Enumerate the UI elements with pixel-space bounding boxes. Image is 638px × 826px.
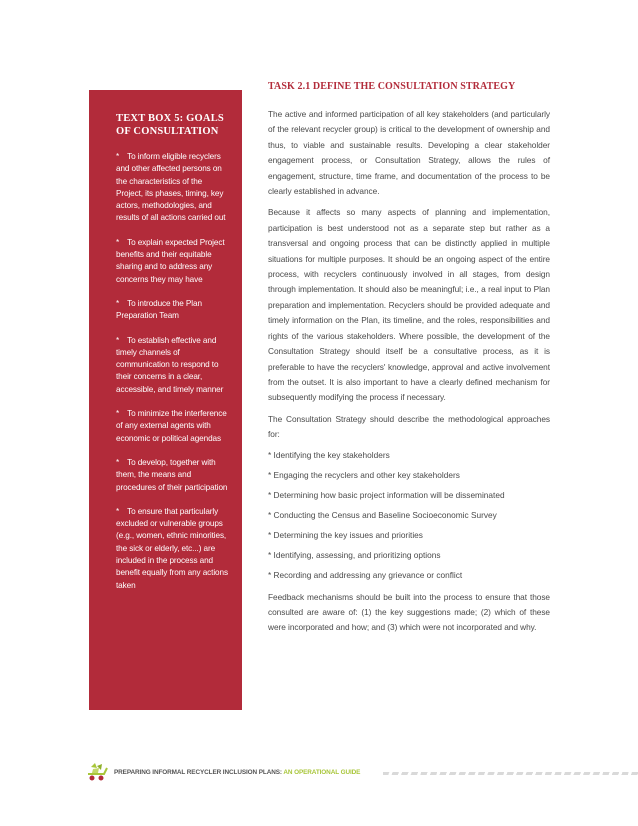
list-item: * Engaging the recyclers and other key stakeholders <box>268 469 460 480</box>
list-item: * Identifying the key stakeholders <box>268 449 390 460</box>
text-box-title-line2: OF CONSULTATION <box>116 126 219 137</box>
list-item: * Determining the key issues and priorities <box>268 529 423 540</box>
goal-item: * To introduce the Plan Preparation Team <box>116 298 202 321</box>
bullet-star-icon: * <box>116 237 120 247</box>
goal-item: * To establish effective and timely channels of communication to respond to their concerns in a clear, accessible, and timely manner <box>116 335 224 394</box>
bullet-star-icon: * <box>116 335 120 345</box>
paragraph: The Consultation Strategy should describe the methodological approaches for: <box>268 413 550 440</box>
bullet-star-icon: * <box>116 409 120 419</box>
list-item: * Identifying, assessing, and prioritizing options <box>268 549 441 560</box>
text-box-title-line1: TEXT BOX 5: GOALS <box>116 113 224 124</box>
text-box-title <box>116 112 229 138</box>
paragraph: Because it affects so many aspects of planning and implementation, participation is best understood not as a separate step but rather as a transversal and ongoing process that can be distinctly applied in multiple situations for multiple purposes. It should be an ongoing aspect of the entire process, with recyclers continuously involved in all stages, from design through implementation. It should also be meaningful; i.e., a real input to Plan preparation and implementation. Recyclers should be provided adequate and timely information on the Plan, its timeline, and the roles, responsibilities and rights of the various stakeholders. Where possible, the development of the Consultation Strategy should itself be a consultative process, as it is preferable to have the recyclers' knowledge, approval and active involvement from the outset. It is also important to have a clearly defined mechanism for subsequently modifying the process if necessary. <box>268 207 550 403</box>
closing-paragraph: Feedback mechanisms should be built into the process to ensure that those consulted are aware of: (1) the key suggestions made; (2) which of these were incorporated and how; and (3) which were not incorporated and why. <box>268 591 550 633</box>
footer-title-main: PREPARING INFORMAL RECYCLER INCLUSION PLANS: <box>114 769 282 776</box>
section-heading: TASK 2.1 DEFINE THE CONSULTATION STRATEGY <box>268 81 516 92</box>
paragraph: The active and informed participation of all key stakeholders (and particularly of the relevant recycler group) is critical to the development of ownership and thus, to viable and sustainable results. Developing a clear stakeholder engagement process, or Consultation Strategy, allows the rules of engagement, structure, time frame, and documentation of the process to be clearly established in advance. <box>268 109 550 197</box>
list-item: * Recording and addressing any grievance or conflict <box>268 569 463 580</box>
goal-item: * To ensure that particularly excluded or vulnerable groups (e.g., women, ethnic minorities, the sick or elderly, etc...) are included in the process and benefit equally from any actions taken <box>116 506 228 590</box>
bullet-star-icon: * <box>116 298 120 308</box>
goal-item: * To develop, together with them, the means and procedures of their participation <box>116 457 228 492</box>
list-item: * Conducting the Census and Baseline Socioeconomic Survey <box>268 509 497 520</box>
bullet-star-icon: * <box>116 457 120 467</box>
footer-title-accent: AN OPERATIONAL GUIDE <box>283 769 361 776</box>
footer-divider <box>383 772 638 775</box>
main-content <box>268 80 550 642</box>
bullet-star-icon: * <box>116 506 120 516</box>
goal-item: * To minimize the interference of any external agents with economic or political agendas <box>116 409 227 443</box>
goal-item: * To explain expected Project benefits and their equitable sharing and to address any concerns they may have <box>116 237 225 284</box>
list-item: * Determining how basic project information will be disseminated <box>268 489 505 500</box>
bullet-star-icon: * <box>116 152 120 161</box>
goals-list <box>116 151 229 592</box>
footer-title <box>114 769 360 776</box>
methodology-list <box>268 449 550 582</box>
recycler-cart-icon <box>86 763 112 781</box>
goal-item: * To inform eligible recyclers and other affected persons on the characteristics of the Project, its phases, timing, key actors, methodologies, and results of all actions carried out <box>116 152 226 223</box>
page-footer <box>86 763 556 783</box>
text-box-goals <box>89 90 242 710</box>
